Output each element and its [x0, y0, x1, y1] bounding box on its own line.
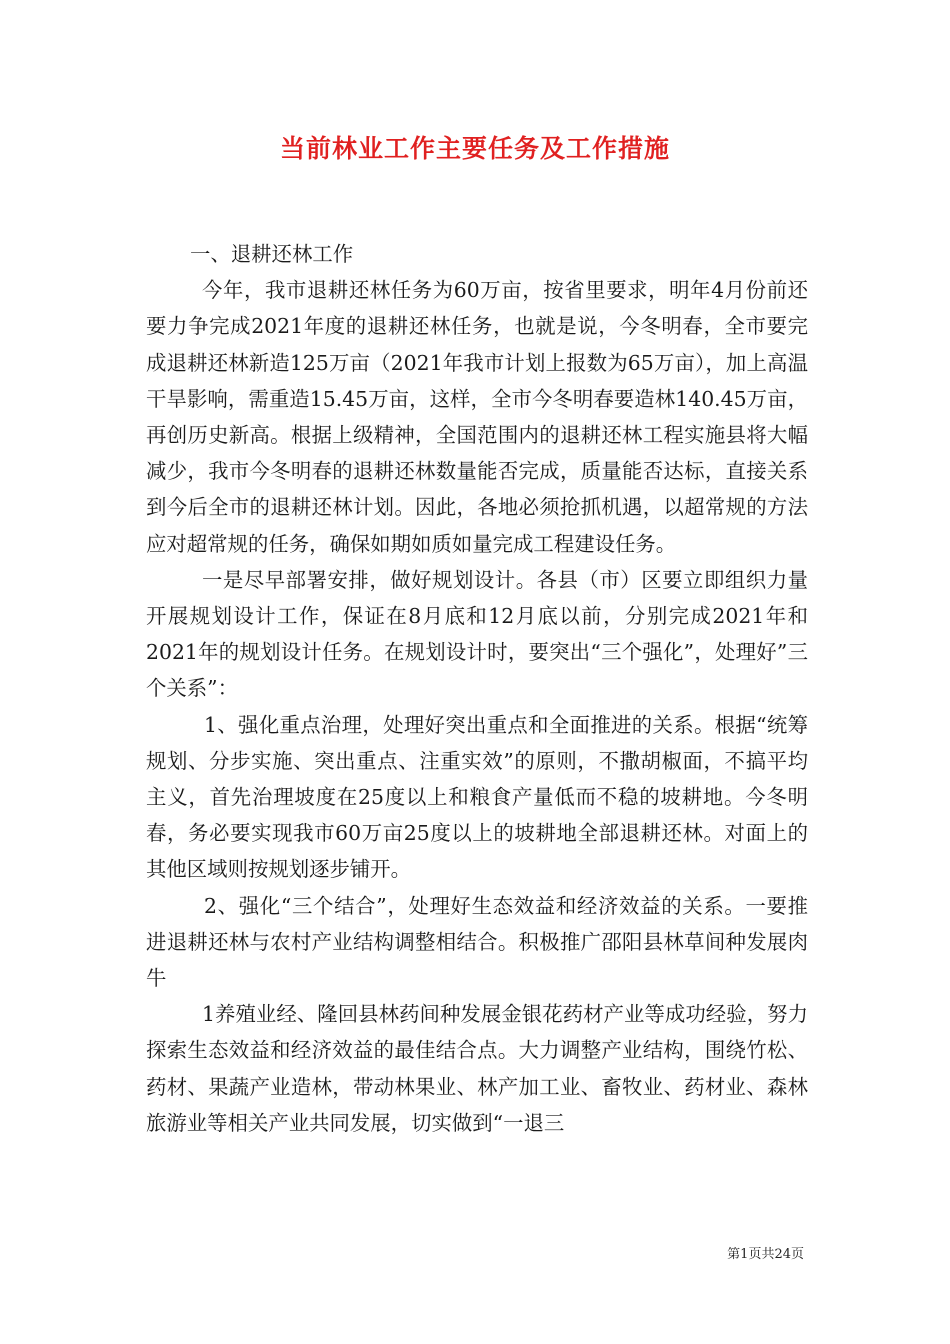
paragraph: 一是尽早部署安排，做好规划设计。各县（市）区要立即组织力量开展规划设计工作，保证在8月底和12月底以前，分别完成2021年和2021年的规划设计任务。在规划设计时，要突出“三个强化”，处理好”三个关系”：	[146, 567, 808, 701]
paragraph: 1养殖业经、隆回县林药间种发展金银花药材产业等成功经验，努力探索生态效益和经济效益的最佳结合点。大力调整产业结构，围绕竹松、药材、果蔬产业造林，带动林果业、林产加工业、畜牧业、药材业、森林旅游业等相关产业共同发展，切实做到“一退三	[146, 1002, 808, 1135]
paragraph: 今年，我市退耕还林任务为60万亩，按省里要求，明年4月份前还要力争完成2021年度的退耕还林任务，也就是说，今冬明春，全市要完成退耕还林新造125万亩（2021年我市计划上报数为65万亩），加上高温干旱影响，需重造15.45万亩，这样，全市今冬明春要造林140.45万亩，再创历史新高。根据上级精神，全国范围内的退耕还林工程实施县将大幅减少，我市今冬明春的退耕还林数量能否完成，质量能否达标，直接关系到今后全市的退耕还林计划。因此，各地必须抢抓机遇，以超常规的方法应对超常规的任务，确保如期如质如量完成工程建设任务。	[146, 278, 808, 556]
document-title: 当前林业工作主要任务及工作措施	[279, 134, 670, 163]
paragraph: 1、强化重点治理，处理好突出重点和全面推进的关系。根据“统筹规划、分步实施、突出重点、注重实效”的原则，不撒胡椒面，不搞平均主义，首先治理坡度在25度以上和粮食产量低而不稳的坡耕地。今冬明春，务必要实现我市60万亩25度以上的坡耕地全部退耕还林。对面上的其他区域则按规划逐步铺开。	[146, 712, 808, 882]
section-heading: 一、退耕还林工作	[190, 242, 354, 266]
document-body	[146, 236, 808, 1141]
page-number: 第1页共24页	[727, 1247, 804, 1262]
paragraph: 2、强化“三个结合”，处理好生态效益和经济效益的关系。一要推进退耕还林与农村产业结构调整相结合。积极推广邵阳县林草间种发展肉牛	[146, 893, 808, 991]
